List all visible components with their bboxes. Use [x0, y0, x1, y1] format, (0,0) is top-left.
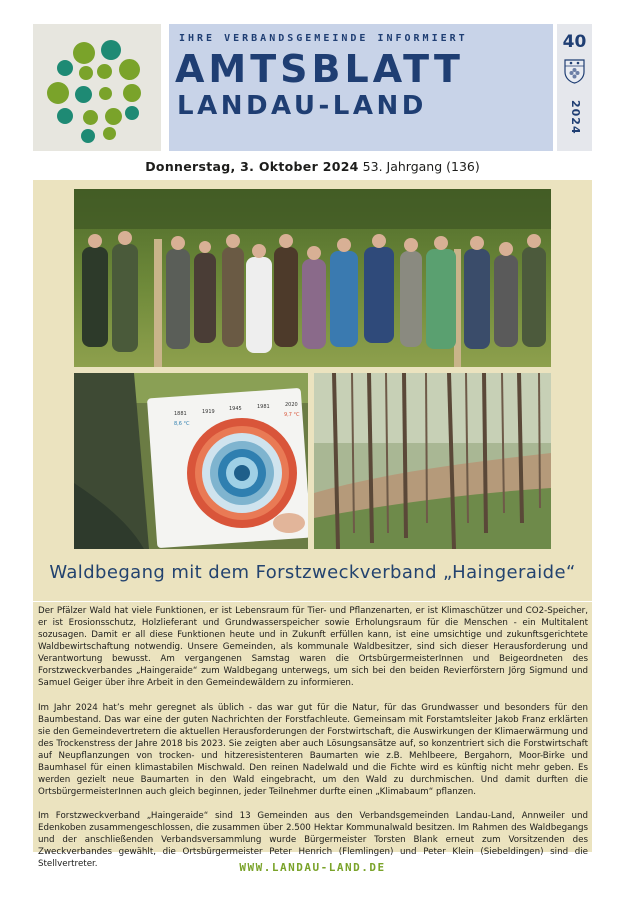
- forest-photo: [314, 373, 551, 549]
- issue-box: [557, 24, 592, 151]
- ring-label: 1881: [174, 411, 187, 417]
- logo-dot: [83, 110, 98, 125]
- logo-dot: [79, 66, 93, 80]
- article-paragraph: Im Forstzweckverband „Haingeraide“ sind 13 Gemeinden aus den Verbandsgemeinden Landau-Land, Annweiler und Edenkoben zusammengeschlossen, die zusammen über 2.500 Hektar Kommunalwald besitzen. Im Rahmen des Waldbegangs und der anschließenden Verbandsversammlung wurde Bürgermeister Torsten Blank erneut zum Vorsitzenden des Zweckverbandes gewählt, die Ortsbürgermeister Peter Henrich (Flemlingen) und Peter Klein (Siebeldingen) sind die Stellvertreter.: [38, 811, 588, 869]
- issue-volume: 53. Jahrgang (136): [362, 159, 480, 174]
- logo-dot: [123, 84, 141, 102]
- logo-dot: [119, 59, 140, 80]
- ring-label: 8,6 °C: [174, 421, 190, 427]
- masthead-title: AMTSBLATT: [175, 47, 464, 91]
- tree-ring-chart-photo: [74, 373, 308, 549]
- logo-dot: [57, 108, 73, 124]
- issue-number: 40: [562, 32, 587, 52]
- masthead: [169, 24, 553, 151]
- logo: [33, 24, 161, 151]
- ring-label: 9,7 °C: [284, 412, 300, 418]
- logo-dot: [81, 129, 95, 143]
- logo-dot: [47, 82, 69, 104]
- ring-label: 1945: [229, 406, 242, 412]
- feature-headline: Waldbegang mit dem Forstzweckverband „Haingeraide“: [49, 562, 576, 583]
- ring-label: 2020: [285, 402, 298, 408]
- masthead-kicker: IHRE VERBANDSGEMEINDE INFORMIERT: [179, 33, 468, 44]
- logo-dot: [125, 106, 139, 120]
- logo-dot: [57, 60, 73, 76]
- feature-panel: [33, 180, 592, 601]
- logo-dot: [101, 40, 121, 60]
- ring-label: 1981: [257, 404, 270, 410]
- dateline: [0, 159, 625, 174]
- ring-label: 1919: [202, 409, 215, 415]
- group-photo: [74, 189, 551, 367]
- issue-date: Donnerstag, 3. Oktober 2024: [145, 159, 359, 174]
- article-paragraph: Der Pfälzer Wald hat viele Funktionen, er ist Lebensraum für Tier- und Pflanzenarten, er ist Klimaschützer und CO2-Speicher, er ist Erosionsschutz, Holzlieferant und Grundwasserspeicher sowie Erholungsraum für die Menschen - ein Multitalent sozusagen. Damit er all diese Funktionen heute und in Zukunft erfüllen kann, ist eine umsichtige und zukunftsgerichtete Waldbewirtschaftung notwendig. Unsere Gemeinden, als kommunale Waldbesitzer, sind sich dieser Herausforderung und Verantwortung bewusst. Am vergangenen Samstag waren die OrtsbürgermeisterInnen und Beigeordneten des Forstzweckverbandes „Haingeraide“ zum Waldbegang unterwegs, um sich bei den beiden Revierförstern Jörg Sigmund und Samuel Geiger über ihre Arbeit in den Gemeindewäldern zu informieren.: [38, 606, 588, 688]
- masthead-subtitle: LANDAU-LAND: [177, 91, 427, 121]
- logo-dot: [97, 64, 112, 79]
- logo-dot: [105, 108, 122, 125]
- logo-dot: [99, 87, 112, 100]
- logo-dot: [103, 127, 116, 140]
- logo-dot: [73, 42, 95, 64]
- logo-dot: [75, 86, 92, 103]
- crest-icon: [564, 58, 585, 84]
- issue-year: 2024: [569, 99, 582, 135]
- article-paragraph: Im Jahr 2024 hat’s mehr geregnet als üblich - das war gut für die Natur, für das Grundwasser und besonders für den Baumbestand. Das war eine der guten Nachrichten der Forstfachleute. Gemeinsam mit Forstamtsleiter Jakob Franz erklärten sie den Gemeindevertretern die aktuellen Herausforderungen der Forstwirtschaft, die Auswirkungen der Klimaerwärmung und des Trockenstress der Jahre 2018 bis 2023. Sie zeigten aber auch Lösungsansätze auf, so konzentriert sich die Forstwirtschaft auf Neupflanzungen von trocken- und hitzeresistenteren Baumarten wie z.B. Mehlbeere, Bergahorn, Moor-Birke und Baumhasel für einen klimastabilen Mischwald. Den reinen Nadelwald und die Fichte wird es künftig nicht mehr geben. Es werden gezielt neue Baumarten in den Wald eingebracht, um den Wald zu durchmischen. Und damit durften die OrtsbürgermeisterInnen auch gleich beginnen, jeder Teilnehmer durfte einen „Klimabaum“ pflanzen.: [38, 703, 588, 797]
- website-link[interactable]: WWW.LANDAU-LAND.DE: [239, 861, 386, 874]
